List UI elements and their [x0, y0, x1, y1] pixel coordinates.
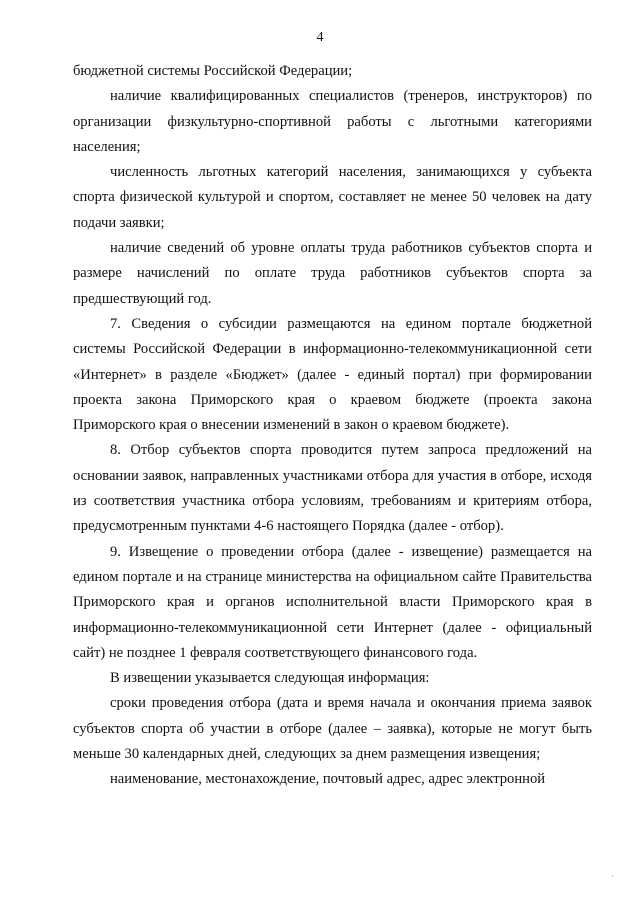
scan-speck-mark: · — [611, 871, 614, 881]
paragraph-payroll-info: наличие сведений об уровне оплаты труда работников субъектов спорта и размере начислений по оплате труда работников субъектов спорта за предшествующий год. — [73, 240, 592, 307]
paragraph-budget-system-end: бюджетной системы Российской Федерации; — [73, 63, 353, 79]
document-body — [73, 59, 592, 793]
paragraph-name-location-address: наименование, местонахождение, почтовый адрес, адрес электронной — [110, 771, 546, 788]
paragraph-item-9-notice: 9. Извещение о проведении отбора (далее - извещение) размещается на едином портале и на странице министерства на официальном сайте Правительства Приморского края и органов исполнительной власти Приморского края в информационно-телекоммуникационной сети Интернет (далее - официальный сайт) не позднее 1 февраля соответствующего финансового года. — [73, 543, 592, 661]
paragraph-notice-contents-intro: В извещении указывается следующая информация: — [110, 670, 430, 687]
paragraph-item-8-selection: 8. Отбор субъектов спорта проводится путем запроса предложений на основании заявок, направленных участниками отбора для участия в отборе, исходя из соответствия участника отбора условиям, требованиям и критериям отбора, предусмотренным пунктами 4-6 настоящего Порядка (далее - отбор). — [73, 442, 592, 535]
paragraph-selection-terms: сроки проведения отбора (дата и время начала и окончания приема заявок субъектов спорта об участии в отборе (далее – заявка), которые не могут быть меньше 30 календарных дней, следующих за днем размещения извещения; — [73, 695, 592, 763]
page-number: 4 — [316, 30, 324, 45]
paragraph-item-7-subsidy-info: 7. Сведения о субсидии размещаются на едином портале бюджетной системы Российской Федерации в информационно-телекоммуникационной сети «Интернет» в разделе «Бюджет» (далее - единый портал) при формировании проекта закона Приморского края о краевом бюджете (проекта закона Приморского края о внесении изменений в закон о краевом бюджете). — [73, 315, 592, 434]
paragraph-qualified-specialists: наличие квалифицированных специалистов (тренеров, инструкторов) по организации физкультурно-спортивной работы с льготными категориями населения; — [73, 88, 592, 155]
paragraph-beneficiary-count: численность льготных категорий населения, занимающихся у субъекта спорта физической культурой и спортом, составляет не менее 50 человек на дату подачи заявки; — [73, 164, 592, 231]
